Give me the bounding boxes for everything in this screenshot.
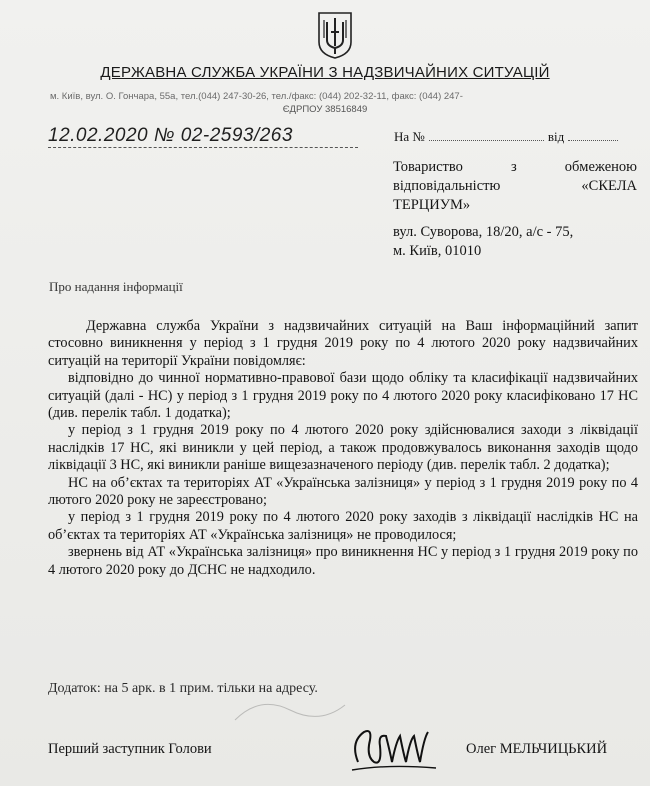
body-item: у період з 1 грудня 2019 року по 4 лютого 2020 року здійснювалися заходи з ліквідації наслідків 17 НС, які виникли у цей період, а також продовжувалось виконання заходів щодо ліквідації 3 НС, які виникли раніше вищезазначеного періоду (див. перелік табл. 2 додатка); — [48, 422, 638, 474]
recipient-line: ТЕРЦИУМ» — [393, 197, 471, 213]
reference-number-label: На № — [394, 129, 425, 144]
reference-date-blank — [568, 140, 618, 141]
signatory-position: Перший заступник Голови — [48, 741, 212, 757]
registration-line — [48, 117, 378, 147]
letter-body — [48, 318, 638, 579]
reference-date-label: від — [547, 129, 565, 144]
handwritten-signature — [348, 722, 440, 778]
registration-date-number: 12.02.2020 № 02-2593/263 — [48, 125, 293, 146]
reference-number-blank — [429, 140, 544, 141]
body-item: звернень від АТ «Українська залізниця» про виникнення НС у період з 1 грудня 2019 року по 4 лютого 2020 року до ДСНС не надходило. — [48, 544, 638, 578]
recipient-line: Товариство з обмеженою — [393, 159, 637, 175]
recipient-line: відповідальністю «СКЕЛА — [393, 178, 637, 194]
recipient-street: вул. Суворова, 18/20, а/с - 75, — [393, 224, 574, 240]
recipient-block — [393, 158, 637, 215]
signatory-name: Олег МЕЛЬЧИЦЬКИЙ — [466, 741, 608, 757]
reference-field — [394, 129, 618, 145]
organization-name: ДЕРЖАВНА СЛУЖБА УКРАЇНИ З НАДЗВИЧАЙНИХ СИТУАЦІЙ — [100, 64, 550, 81]
body-item: НС на об’єктах та територіях АТ «Українська залізниця» у період з 1 грудня 2019 року по 4 лютого 2020 року не зареєстровано; — [48, 474, 638, 509]
organization-edrpou: ЄДРПОУ 38516849 — [282, 104, 368, 115]
recipient-address — [393, 223, 637, 261]
letter-subject: Про надання інформації — [49, 279, 183, 294]
registration-underline — [48, 147, 358, 148]
coat-of-arms-icon — [316, 10, 354, 60]
body-item: у період з 1 грудня 2019 року по 4 лютого 2020 року заходів з ліквідації наслідків НС на об’єктах та територіях АТ «Українська залізниця» не проводилося; — [48, 509, 638, 543]
organization-address: м. Київ, вул. О. Гончара, 55а, тел.(044) 247-30-26, тел./факс: (044) 202-32-11, факс: (044) 247- — [50, 91, 463, 102]
recipient-city: м. Київ, 01010 — [393, 243, 482, 259]
body-intro: Державна служба України з надзвичайних ситуацій на Ваш інформаційний запит стосовно виникнення у період з 1 грудня 2019 року по 4 лютого 2020 року надзвичайних ситуацій на території України повідомляє: — [48, 318, 638, 369]
body-item: відповідно до чинної нормативно-правової бази щодо обліку та класифікації надзвичайних ситуацій (далі - НС) у період з 1 грудня 2019 року по 4 лютого 2020 року класифіковано 17 НС (див. перелік табл. 1 додатка); — [48, 370, 638, 422]
annex-note: Додаток: на 5 арк. в 1 прим. тільки на адресу. — [48, 681, 318, 696]
faint-mark — [230, 690, 350, 730]
